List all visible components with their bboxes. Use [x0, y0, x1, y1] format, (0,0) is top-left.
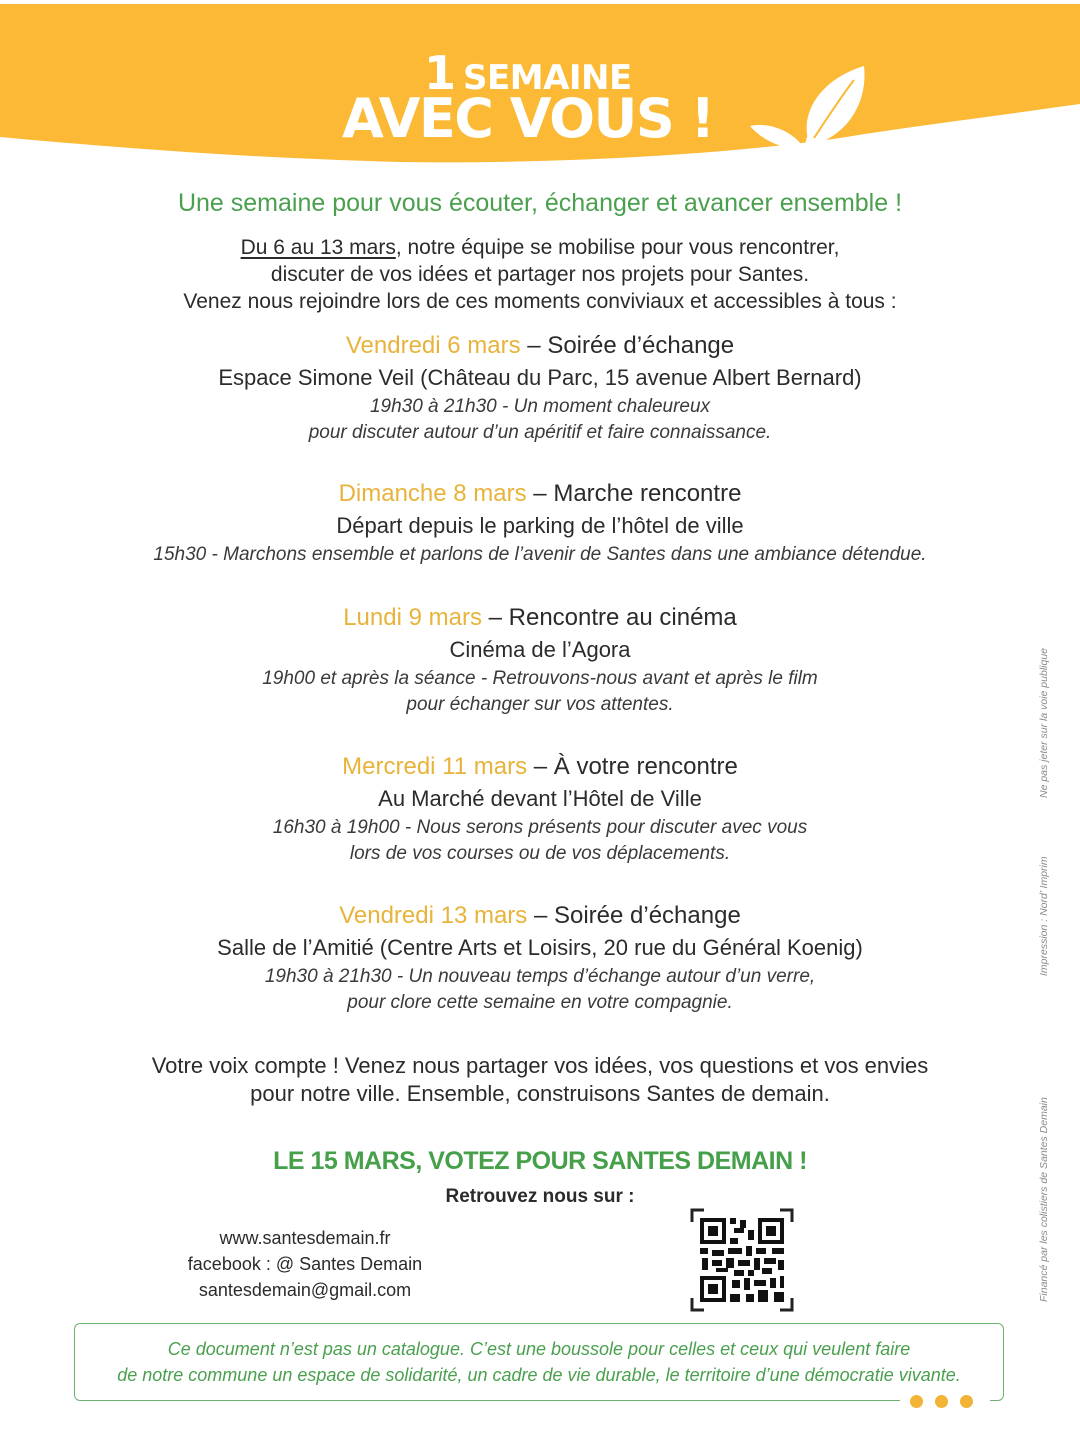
event-desc: pour échanger sur vos attentes.: [406, 694, 674, 715]
note-line: de notre commune un espace de solidarité, un cadre de vie durable, le territoire d’une démocratie vivante.: [117, 1365, 961, 1385]
title-number: 1: [424, 46, 456, 100]
qr-code-icon[interactable]: [690, 1208, 794, 1312]
event-desc: 19h00 et après la séance - Retrouvons-nous avant et après le film: [262, 668, 818, 689]
event-separator: –: [526, 480, 554, 507]
event-desc: 19h30 à 21h30 - Un moment chaleureux: [369, 396, 711, 417]
event-desc: pour clore cette semaine en votre compagnie.: [347, 992, 733, 1013]
event-4: [60, 751, 1020, 867]
note-box: [74, 1323, 1004, 1401]
event-desc: 19h30 à 21h30 - Un nouveau temps d’échange autour d’un verre,: [264, 966, 816, 987]
event-date: Vendredi 6 mars: [345, 332, 521, 359]
event-title: Marche rencontre: [553, 480, 742, 507]
side-text-funding: Financé par les colistiers de Santes Demain: [1038, 1097, 1050, 1302]
title-word: SEMAINE: [463, 58, 632, 98]
closing-text: [60, 1052, 1020, 1108]
find-us-label: Retrouvez nous sur :: [445, 1186, 635, 1207]
note-line: Ce document n’est pas un catalogue. C’est une boussole pour celles et ceux qui veulent faire: [167, 1339, 911, 1359]
event-separator: –: [527, 753, 554, 780]
intro-line1: , notre équipe se mobilise pour vous rencontrer,: [395, 236, 840, 259]
closing-line: pour notre ville. Ensemble, construisons Santes de demain.: [250, 1081, 830, 1106]
event-2: [60, 478, 1020, 568]
intro-line2: discuter de vos idées et partager nos projets pour Santes.: [270, 263, 810, 286]
event-date: Lundi 9 mars: [343, 604, 482, 631]
event-desc: pour discuter autour d’un apéritif et faire connaissance.: [308, 422, 772, 443]
event-location: Cinéma de l’Agora: [449, 637, 631, 662]
event-desc: lors de vos courses ou de vos déplacements.: [349, 843, 731, 864]
intro-line3: Venez nous rejoindre lors de ces moments conviviaux et accessibles à tous :: [183, 290, 897, 313]
side-text-printer: Impression : Nord’ Imprim: [1038, 856, 1050, 976]
event-1: [60, 330, 1020, 446]
event-title: Soirée d’échange: [553, 902, 741, 929]
facebook-link[interactable]: facebook : @ Santes Demain: [187, 1254, 423, 1274]
dot-icon: [960, 1395, 973, 1408]
subtitle: Une semaine pour vous écouter, échanger et avancer ensemble !: [177, 189, 903, 217]
dot-icon: [935, 1395, 948, 1408]
title-line2: AVEC VOUS !: [342, 87, 714, 150]
event-location: Départ depuis le parking de l’hôtel de ville: [336, 513, 744, 538]
event-location: Espace Simone Veil (Château du Parc, 15 avenue Albert Bernard): [218, 365, 862, 390]
intro: [60, 234, 1020, 315]
event-date: Dimanche 8 mars: [338, 480, 527, 507]
decorative-dots: [900, 1392, 990, 1410]
event-location: Au Marché devant l’Hôtel de Ville: [378, 786, 702, 811]
event-date: Vendredi 13 mars: [339, 902, 528, 929]
event-desc: 15h30 - Marchons ensemble et parlons de l’avenir de Santes dans une ambiance détendue.: [153, 544, 927, 565]
event-location: Salle de l’Amitié (Centre Arts et Loisirs, 20 rue du Général Koenig): [217, 935, 863, 960]
contacts: [150, 1225, 460, 1303]
website-link[interactable]: www.santesdemain.fr: [219, 1228, 391, 1248]
event-5: [60, 900, 1020, 1016]
date-range: Du 6 au 13 mars: [240, 236, 396, 259]
event-separator: –: [481, 604, 509, 631]
dot-icon: [910, 1395, 923, 1408]
side-text-litter: Ne pas jeter sur la voie publique: [1038, 647, 1050, 798]
event-desc: 16h30 à 19h00 - Nous serons présents pour discuter avec vous: [272, 817, 808, 838]
email-link[interactable]: santesdemain@gmail.com: [198, 1280, 412, 1300]
closing-line: Votre voix compte ! Venez nous partager vos idées, vos questions et vos envies: [151, 1053, 929, 1078]
event-title: Rencontre au cinéma: [508, 604, 737, 631]
vote-callout: LE 15 MARS, VOTEZ POUR SANTES DEMAIN !: [273, 1147, 807, 1175]
event-title: Soirée d’échange: [547, 332, 735, 359]
event-separator: –: [520, 332, 548, 359]
event-3: [60, 602, 1020, 718]
event-title: À votre rencontre: [553, 753, 738, 780]
event-date: Mercredi 11 mars: [342, 753, 528, 780]
event-separator: –: [527, 902, 554, 929]
leaf-icon: [748, 58, 878, 158]
